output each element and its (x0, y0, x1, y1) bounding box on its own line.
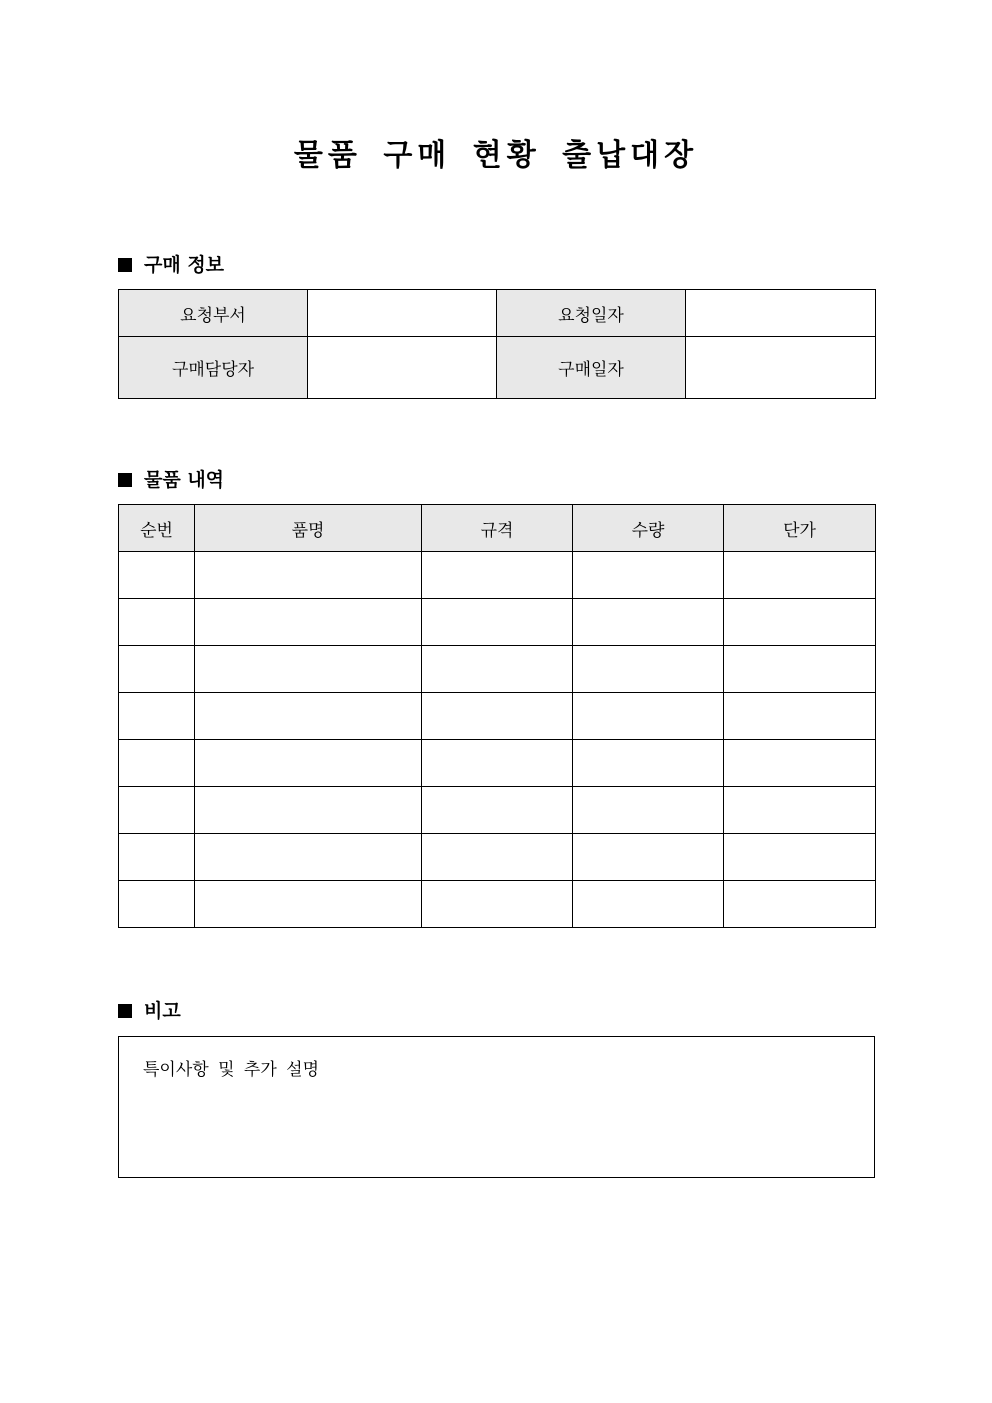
table-row (119, 599, 876, 646)
items-table (118, 504, 876, 928)
cell-no[interactable] (119, 740, 195, 787)
table-row (119, 646, 876, 693)
column-header-no: 순번 (119, 505, 195, 552)
request-date-field[interactable] (686, 290, 876, 337)
cell-item-name[interactable] (195, 552, 422, 599)
purchase-info-row (119, 290, 876, 337)
table-row (119, 693, 876, 740)
cell-unit-price[interactable] (724, 693, 876, 740)
column-header-unit-price: 단가 (724, 505, 876, 552)
square-bullet-icon (118, 1004, 132, 1018)
table-row (119, 787, 876, 834)
cell-unit-price[interactable] (724, 881, 876, 928)
cell-unit-price[interactable] (724, 552, 876, 599)
items-header-row (119, 505, 876, 552)
cell-spec[interactable] (422, 740, 573, 787)
cell-quantity[interactable] (573, 552, 724, 599)
cell-item-name[interactable] (195, 740, 422, 787)
items-heading-text: 물품 내역 (144, 469, 225, 491)
cell-no[interactable] (119, 693, 195, 740)
request-date-label: 요청일자 (497, 290, 686, 337)
cell-spec[interactable] (422, 881, 573, 928)
table-row (119, 834, 876, 881)
cell-no[interactable] (119, 881, 195, 928)
cell-no[interactable] (119, 552, 195, 599)
cell-spec[interactable] (422, 552, 573, 599)
cell-quantity[interactable] (573, 787, 724, 834)
cell-no[interactable] (119, 787, 195, 834)
request-dept-label: 요청부서 (119, 290, 308, 337)
cell-item-name[interactable] (195, 693, 422, 740)
cell-item-name[interactable] (195, 599, 422, 646)
cell-quantity[interactable] (573, 599, 724, 646)
cell-spec[interactable] (422, 599, 573, 646)
items-heading (118, 467, 224, 493)
cell-item-name[interactable] (195, 646, 422, 693)
request-dept-field[interactable] (308, 290, 497, 337)
table-row (119, 881, 876, 928)
purchase-info-table (118, 289, 876, 399)
purchase-date-field[interactable] (686, 337, 876, 399)
table-row (119, 552, 876, 599)
cell-unit-price[interactable] (724, 834, 876, 881)
column-header-quantity: 수량 (573, 505, 724, 552)
square-bullet-icon (118, 258, 132, 272)
purchase-info-heading (118, 252, 224, 278)
purchaser-label: 구매담당자 (119, 337, 308, 399)
purchase-date-label: 구매일자 (497, 337, 686, 399)
cell-spec[interactable] (422, 787, 573, 834)
square-bullet-icon (118, 473, 132, 487)
cell-item-name[interactable] (195, 834, 422, 881)
cell-unit-price[interactable] (724, 599, 876, 646)
cell-unit-price[interactable] (724, 787, 876, 834)
cell-no[interactable] (119, 834, 195, 881)
purchase-info-row (119, 337, 876, 399)
cell-quantity[interactable] (573, 834, 724, 881)
table-row (119, 740, 876, 787)
page-title: 물품 구매 현황 출납대장 (293, 138, 699, 173)
cell-quantity[interactable] (573, 881, 724, 928)
cell-quantity[interactable] (573, 693, 724, 740)
cell-no[interactable] (119, 646, 195, 693)
cell-quantity[interactable] (573, 740, 724, 787)
remarks-text: 특이사항 및 추가 설명 (143, 1060, 320, 1080)
remarks-heading (118, 998, 181, 1024)
cell-spec[interactable] (422, 693, 573, 740)
cell-quantity[interactable] (573, 646, 724, 693)
purchaser-field[interactable] (308, 337, 497, 399)
cell-item-name[interactable] (195, 787, 422, 834)
remarks-box[interactable] (118, 1036, 875, 1178)
column-header-spec: 규격 (422, 505, 573, 552)
cell-unit-price[interactable] (724, 646, 876, 693)
cell-no[interactable] (119, 599, 195, 646)
cell-item-name[interactable] (195, 881, 422, 928)
cell-spec[interactable] (422, 646, 573, 693)
purchase-info-heading-text: 구매 정보 (144, 254, 225, 276)
remarks-heading-text: 비고 (144, 1000, 181, 1022)
column-header-item-name: 품명 (195, 505, 422, 552)
cell-unit-price[interactable] (724, 740, 876, 787)
cell-spec[interactable] (422, 834, 573, 881)
